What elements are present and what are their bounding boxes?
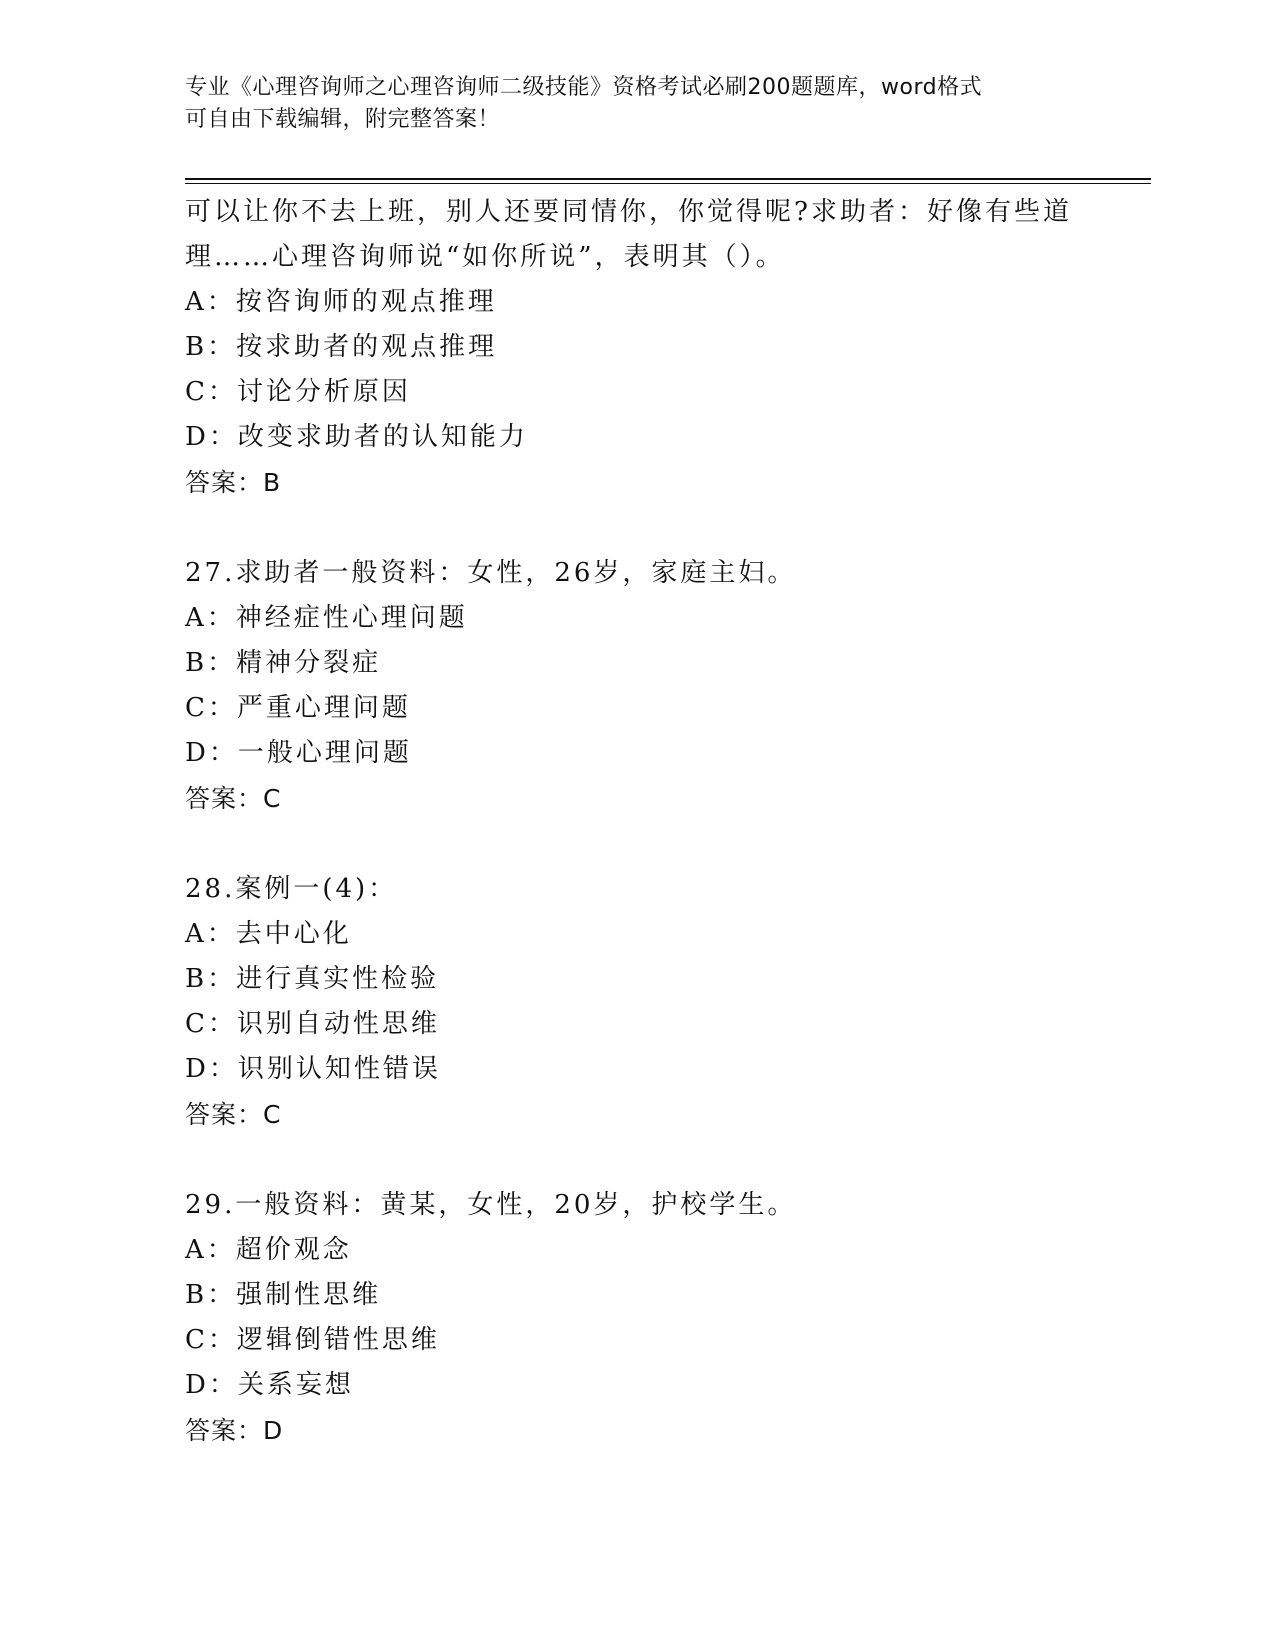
header-divider-thick: [185, 178, 1151, 180]
answer-line: 答案：D: [185, 1416, 284, 1445]
question-spacer: [185, 821, 1145, 867]
option-a: A：神经症性心理问题: [185, 603, 468, 633]
question-stem-line: 理……心理咨询师说“如你所说”，表明其（）。: [185, 242, 785, 272]
option-b: B：强制性思维: [185, 1280, 382, 1310]
question-stem: 27.求助者一般资料：女性，26岁，家庭主妇。: [185, 558, 797, 588]
option-a: A：按咨询师的观点推理: [185, 287, 497, 317]
option-d: D：改变求助者的认知能力: [185, 422, 528, 452]
option-d: D：一般心理问题: [185, 738, 412, 768]
option-c: C：严重心理问题: [185, 693, 411, 723]
header-title-line-2: 可自由下载编辑，附完整答案！: [185, 107, 501, 132]
header-title-line-1: 专业《心理咨询师之心理咨询师二级技能》资格考试必刷200题题库，word格式: [185, 75, 983, 100]
option-d: D：关系妄想: [185, 1370, 354, 1400]
option-c: C：讨论分析原因: [185, 377, 411, 407]
option-a: A：去中心化: [185, 919, 352, 949]
question-spacer: [185, 505, 1145, 551]
option-c: C：识别自动性思维: [185, 1009, 440, 1039]
question-26-continued: [185, 190, 1145, 505]
option-a: A：超价观念: [185, 1235, 352, 1265]
answer-line: 答案：B: [185, 468, 282, 497]
option-d: D：识别认知性错误: [185, 1054, 441, 1084]
question-29: [185, 1183, 1145, 1453]
question-27: [185, 551, 1145, 821]
option-c: C：逻辑倒错性思维: [185, 1325, 440, 1355]
header-divider-thin: [185, 183, 1151, 184]
answer-line: 答案：C: [185, 1100, 282, 1129]
question-28: [185, 867, 1145, 1137]
question-list: [185, 190, 1145, 1453]
question-stem-line: 可以让你不去上班，别人还要同情你，你觉得呢?求助者：好像有些道: [185, 197, 1072, 227]
option-b: B：精神分裂症: [185, 648, 382, 678]
option-b: B：按求助者的观点推理: [185, 332, 498, 362]
page-header: [185, 72, 1085, 136]
question-stem: 29.一般资料：黄某，女性，20岁，护校学生。: [185, 1190, 797, 1220]
question-stem: 28.案例一(4)：: [185, 874, 398, 904]
question-spacer: [185, 1137, 1145, 1183]
option-b: B：进行真实性检验: [185, 964, 440, 994]
answer-line: 答案：C: [185, 784, 282, 813]
